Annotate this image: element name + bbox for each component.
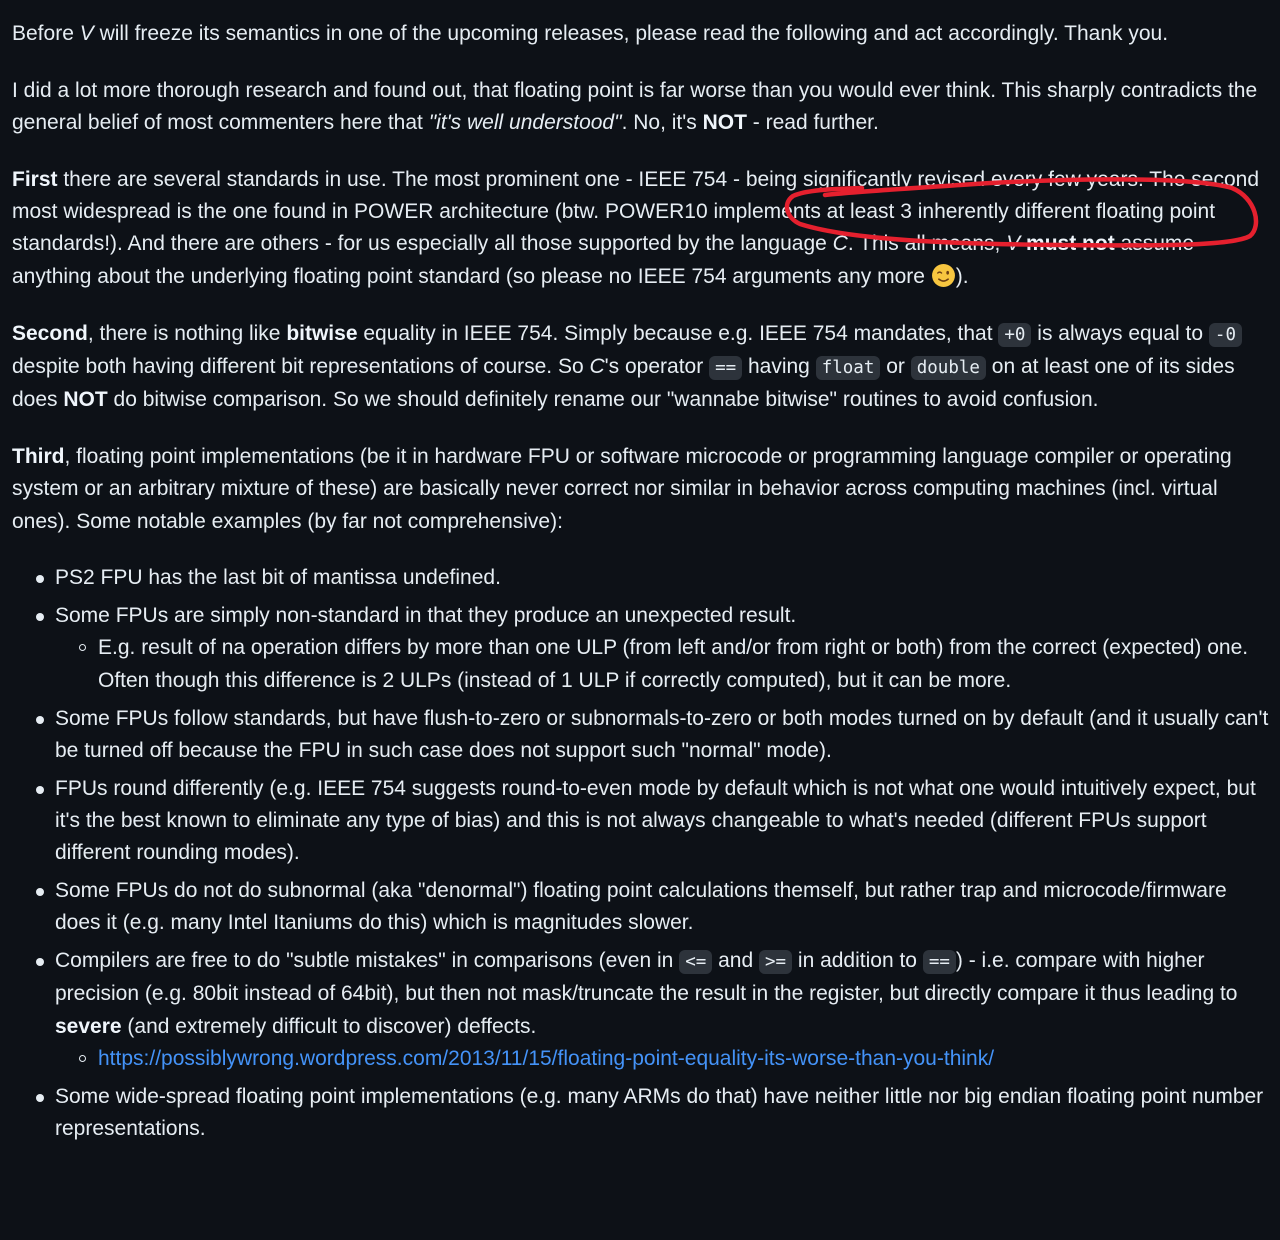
list-item [55, 945, 1272, 1075]
text: in addition to [792, 949, 923, 973]
list-item [55, 562, 1272, 594]
paragraph-intro [12, 18, 1272, 50]
inline-code: == [923, 950, 956, 974]
text: ) - i.e. compare with higher precision (e.g. 80bit instead of 64bit), but then not mask/truncate the result in the register, but directly compare it thus leading to [55, 949, 1238, 1006]
text: PS2 FPU has the last bit of mantissa undefined. [55, 566, 501, 590]
examples-list [12, 562, 1272, 1145]
text: having [742, 354, 816, 378]
text: Compilers are free to do "subtle mistakes" in comparisons (even in [55, 949, 680, 973]
emphasis-not: NOT [63, 388, 108, 412]
inline-code: double [911, 356, 986, 380]
heading-second: Second [12, 321, 88, 345]
list-item [55, 1081, 1272, 1146]
text: ). [955, 264, 969, 288]
emphasis-must-not: must not [1020, 232, 1115, 256]
text: despite both having different bit representations of course. So [12, 354, 590, 378]
text: or [880, 354, 911, 378]
text: . No, it's [621, 111, 703, 135]
list-item [55, 875, 1272, 940]
text: do bitwise comparison. So we should definitely rename our "wannabe bitwise" routines to avoid confusion. [107, 388, 1099, 412]
list-item [98, 632, 1272, 697]
list-item [55, 703, 1272, 768]
paragraph-first [12, 164, 1272, 293]
heading-third: Third [12, 444, 65, 468]
text: equality in IEEE 754. Simply because e.g. IEEE 754 mandates, that [357, 321, 999, 345]
inline-code: +0 [998, 323, 1031, 347]
text: , there is nothing like [87, 321, 287, 345]
text: E.g. result of na operation differs by more than one ULP (from left and/or from right or both) from the correct (expected) one. Often though this difference is 2 ULPs (instead of 1 ULP if correctly computed), but it can be more. [98, 636, 1249, 692]
language-name: C [832, 232, 848, 256]
paragraph-third [12, 441, 1272, 538]
quote-text: "it's well understood" [428, 111, 622, 135]
text: - read further. [746, 111, 879, 135]
text: Before [12, 22, 80, 45]
text: assume anything about the underlying floating point standard (so please no IEEE 754 arguments any more [12, 232, 1195, 288]
text: Some FPUs do not do subnormal (aka "denormal") floating point calculations themself, but rather trap and microcode/firmware does it (e.g. many Intel Itaniums do this) which is magnitudes slower. [55, 879, 1227, 935]
text: and [712, 949, 759, 973]
wink-emoji-icon [931, 263, 956, 288]
inline-code: == [709, 356, 742, 380]
text: , floating point implementations (be it in hardware FPU or software microcode or programming language compiler or operating system or an arbitrary mixture of these) are basically never correct nor similar in behavior across computing machines (incl. virtual ones). Some notable examples (by far not comprehensive): [12, 444, 1232, 533]
language-name: C [589, 354, 605, 378]
list-item [55, 600, 1272, 697]
emphasis-severe: severe [55, 1014, 122, 1038]
inline-code: >= [759, 950, 792, 974]
comment-body [12, 18, 1272, 1151]
emphasis-not: NOT [702, 111, 747, 135]
paragraph-research [12, 75, 1272, 140]
text: there are several standards in use. The most prominent one - IEEE 754 - being significantly revised every few years. The second most widespread is the one found in POWER architecture (btw. POWER10 implements at least 3 inherently different floating point standards!). And there are others - for us especially all those supported by the language [12, 167, 1260, 256]
inline-code: float [816, 356, 881, 380]
text: . This all means, [847, 232, 1007, 256]
inline-code: <= [679, 950, 712, 974]
language-name: V [79, 22, 94, 45]
list-item [98, 1043, 1272, 1075]
heading-first: First [12, 167, 58, 191]
text: is always equal to [1031, 321, 1209, 345]
text: FPUs round differently (e.g. IEEE 754 suggests round-to-even mode by default which is not what one would intuitively expect, but it's the best known to eliminate any type of bias) and this is not always changeable to what's needed (different FPUs support different rounding modes). [55, 776, 1256, 865]
list-item [55, 773, 1272, 870]
text: Some FPUs follow standards, but have flush-to-zero or subnormals-to-zero or both modes turned on by default (and it usually can't be turned off because the FPU in such case does not support such "normal" mode). [55, 706, 1269, 762]
text: I did a lot more thorough research and found out, that floating point is far worse than you would ever think. This sharply contradicts the general belief of most commenters here that [12, 78, 1258, 135]
text: on at least one of its sides does [12, 354, 1235, 412]
emphasis-bitwise: bitwise [286, 321, 358, 345]
nested-list [55, 1043, 1272, 1075]
language-name: V [1006, 232, 1021, 256]
text: 's operator [604, 354, 710, 378]
text: will freeze its semantics in one of the upcoming releases, please read the following and act accordingly. Thank you. [93, 22, 1169, 45]
nested-list [55, 632, 1272, 697]
reference-link[interactable]: https://possiblywrong.wordpress.com/2013/11/15/floating-point-equality-its-worse-than-you-think/ [98, 1047, 995, 1071]
paragraph-second [12, 318, 1272, 417]
text: (and extremely difficult to discover) deffects. [121, 1014, 537, 1038]
text: Some FPUs are simply non-standard in that they produce an unexpected result. [55, 604, 797, 628]
text: Some wide-spread floating point implementations (e.g. many ARMs do that) have neither little nor big endian floating point number representations. [55, 1084, 1264, 1141]
inline-code: -0 [1209, 323, 1242, 347]
